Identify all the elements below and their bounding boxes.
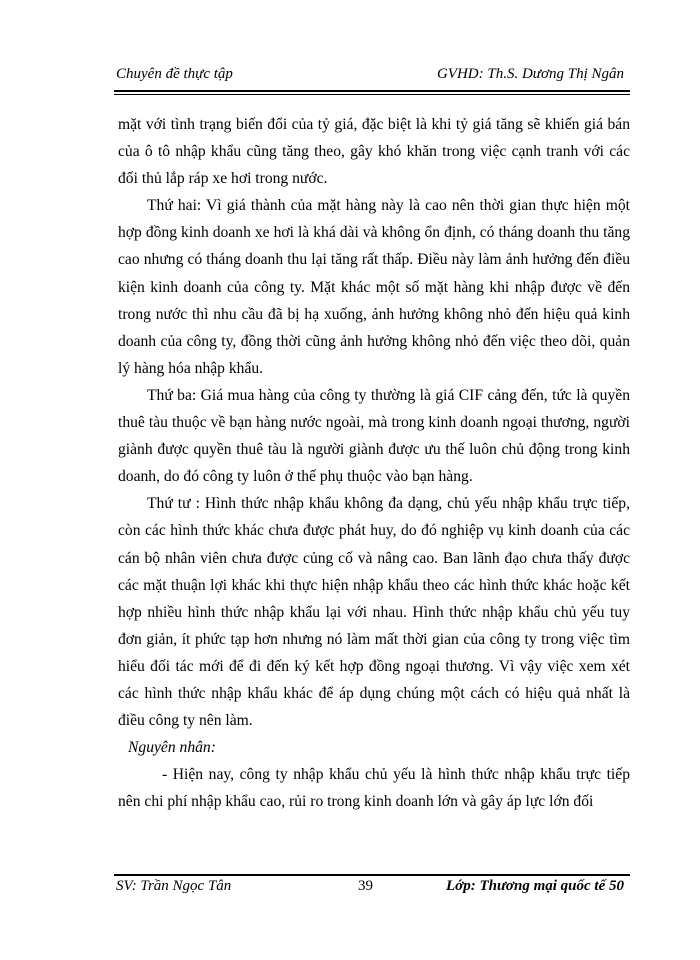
paragraph-continuation: mặt với tình trạng biến đổi của tỷ giá, đặc biệt là khi tỷ giá tăng sẽ khiến giá bán của ô tô nhập khẩu cũng tăng theo, gây khó khăn trong việc cạnh tranh với các đối thủ lắp ráp xe hơi trong nước. [118, 116, 630, 188]
page-header [114, 66, 630, 86]
header-rule [114, 90, 630, 92]
paragraph-thu-tu: Thứ tư : Hình thức nhập khẩu không đa dạng, chủ yếu nhập khẩu trực tiếp, còn các hình thức khác chưa được phát huy, do đó nghiệp vụ kinh doanh của các cán bộ nhân viên chưa được củng cố và nâng cao. Ban lãnh đạo chưa thấy được các mặt thuận lợi khác khi thực hiện nhập khẩu theo các hình thức khác hoặc kết hợp nhiều hình thức nhập khẩu lại với nhau. Hình thức nhập khẩu chủ yếu tuy đơn giản, ít phức tạp hơn nhưng nó làm mất thời gian của công ty trong việc tìm hiểu đối tác mới để đi đến ký kết hợp đồng ngoại thương. Vì vậy việc xem xét các hình thức nhập khẩu khác để áp dụng chúng một cách có hiệu quả nhất là điều công ty nên làm. [118, 495, 630, 730]
footer-rule [114, 874, 630, 876]
bullet-item: - Hiện nay, công ty nhập khẩu chủ yếu là hình thức nhập khẩu trực tiếp nên chi phí nhập khẩu cao, rủi ro trong kinh doanh lớn và gây áp lực lớn đối [118, 766, 630, 811]
header-right: GVHD: Th.S. Dương Thị Ngân [436, 66, 624, 82]
footer-class: Lớp: Thương mại quốc tế 50 [445, 878, 624, 894]
header-left: Chuyên đề thực tập [116, 66, 233, 82]
page-footer [114, 878, 630, 900]
header-rule-thin [114, 94, 630, 95]
document-body [118, 111, 630, 815]
page-number: 39 [358, 878, 373, 894]
subheading-nguyen-nhan: Nguyên nhân: [128, 739, 216, 757]
footer-student: SV: Trần Ngọc Tân [116, 878, 232, 894]
paragraph-thu-hai: Thứ hai: Vì giá thành của mặt hàng này là cao nên thời gian thực hiện một hợp đồng kinh doanh xe hơi là khá dài và không ổn định, có tháng doanh thu tăng cao nhưng có tháng doanh thu lại tăng rất thấp. Điều này làm ảnh hưởng đến điều kiện kinh doanh của công ty. Mặt khác một số mặt hàng khi nhập được về đến trong nước thì nhu cầu đã bị hạ xuống, ảnh hưởng không nhỏ đến hiệu quả kinh doanh của công ty, đồng thời cũng ảnh hưởng không nhỏ đến việc theo dõi, quản lý hàng hóa nhập khẩu. [118, 197, 630, 377]
paragraph-thu-ba: Thứ ba: Giá mua hàng của công ty thường là giá CIF cảng đến, tức là quyền thuê tàu thuộc về bạn hàng nước ngoài, mà trong kinh doanh ngoại thương, người giành được quyền thuê tàu là người giành được ưu thế luôn chủ động trong kinh doanh, do đó công ty luôn ở thế phụ thuộc vào bạn hàng. [118, 386, 630, 486]
